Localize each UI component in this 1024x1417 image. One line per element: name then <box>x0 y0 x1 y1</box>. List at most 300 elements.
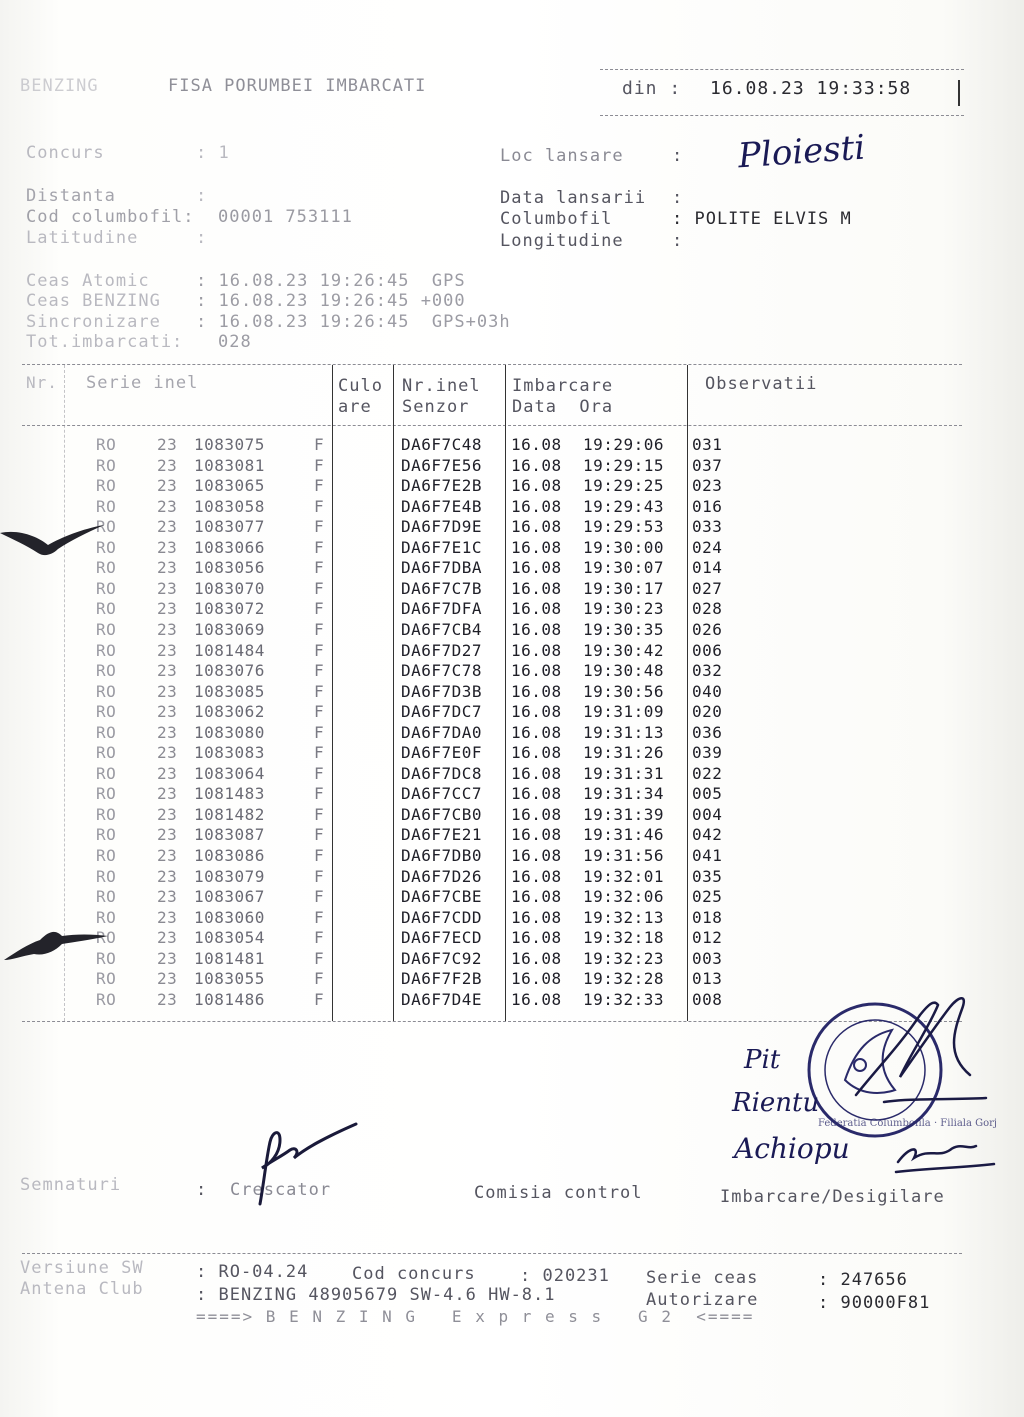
ceas-benzing-label: Ceas BENZING <box>26 291 161 311</box>
col-header-culoare-1: Culo <box>338 376 383 396</box>
cell-time: 19:30:42 <box>583 640 665 660</box>
table-row <box>0 497 1024 517</box>
cell-ring-number: 1083056 <box>194 558 265 578</box>
table-row <box>0 661 1024 681</box>
table-row <box>0 599 1024 619</box>
distanta-value: : <box>196 186 208 206</box>
cell-year: 23 <box>157 661 178 681</box>
cell-sex: F <box>314 846 325 865</box>
cell-year: 23 <box>157 537 178 557</box>
cell-observatii: 037 <box>692 455 723 475</box>
cell-sensor-id: DA6F7C7B <box>401 578 483 598</box>
cell-sensor-id: DA6F7E4B <box>401 496 483 516</box>
header-top-rule <box>600 69 964 70</box>
cell-date: 16.08 <box>511 804 562 824</box>
cell-year: 23 <box>157 517 178 537</box>
cell-year: 23 <box>157 599 178 619</box>
cell-time: 19:30:17 <box>583 578 665 598</box>
comisia-label: Comisia control <box>474 1183 643 1203</box>
antena-club-label: Antena Club <box>20 1279 144 1299</box>
cell-date: 16.08 <box>511 948 562 968</box>
cell-date: 16.08 <box>511 435 562 454</box>
cell-time: 19:30:48 <box>583 661 665 681</box>
antena-club-value: : BENZING 48905679 SW-4.6 HW-8.1 <box>196 1285 556 1305</box>
cell-sensor-id: DA6F7DA0 <box>401 722 483 742</box>
cell-observatii: 040 <box>692 681 723 701</box>
cell-country: RO <box>96 702 117 722</box>
cell-time: 19:31:34 <box>583 784 665 804</box>
cell-country: RO <box>96 784 117 804</box>
cell-sex: F <box>314 476 325 496</box>
data-lansarii-label: Data lansarii <box>500 188 647 208</box>
cell-time: 19:31:56 <box>583 846 665 865</box>
cell-sensor-id: DA6F7D26 <box>401 866 483 886</box>
cell-sensor-id: DA6F7DBA <box>401 558 483 578</box>
cell-date: 16.08 <box>511 455 562 475</box>
cell-ring-number: 1083085 <box>194 681 265 701</box>
cell-observatii: 032 <box>692 661 723 681</box>
table-row <box>0 867 1024 887</box>
cell-observatii: 039 <box>692 743 723 763</box>
signature-name-1: Pit <box>744 1045 781 1075</box>
cell-ring-number: 1083066 <box>194 537 265 557</box>
cell-year: 23 <box>157 722 178 742</box>
cell-year: 23 <box>157 989 178 1009</box>
cod-concurs-value: : 020231 <box>520 1266 610 1286</box>
cell-observatii: 036 <box>692 722 723 742</box>
cell-sensor-id: DA6F7CB4 <box>401 619 483 639</box>
cell-country: RO <box>96 640 117 660</box>
cell-country: RO <box>96 722 117 742</box>
cell-time: 19:29:43 <box>583 496 665 516</box>
cell-year: 23 <box>157 948 178 968</box>
cell-time: 19:30:35 <box>583 619 665 639</box>
page-title: FISA PORUMBEI IMBARCATI <box>168 76 427 96</box>
cell-observatii: 033 <box>692 517 723 537</box>
cell-observatii: 031 <box>692 435 723 454</box>
columbofil-value: : POLITE ELVIS M <box>672 209 852 229</box>
cell-date: 16.08 <box>511 496 562 516</box>
cell-ring-number: 1083058 <box>194 496 265 516</box>
benzing-banner: ====> B E N Z I N G E x p r e s s G 2 <==== <box>196 1307 755 1326</box>
commission-signature-scribble <box>850 985 980 1105</box>
cell-time: 19:32:01 <box>583 866 665 886</box>
cell-sensor-id: DA6F7E56 <box>401 455 483 475</box>
cell-ring-number: 1081481 <box>194 948 265 968</box>
cell-ring-number: 1083062 <box>194 702 265 722</box>
cod-columbofil-value: 00001 753111 <box>218 207 353 227</box>
cell-country: RO <box>96 969 117 989</box>
cell-observatii: 023 <box>692 476 723 496</box>
versiune-sw-label: Versiune SW <box>20 1258 144 1278</box>
cell-sensor-id: DA6F7CBE <box>401 887 483 907</box>
cell-sex: F <box>314 907 325 927</box>
cell-date: 16.08 <box>511 619 562 639</box>
cell-observatii: 024 <box>692 537 723 557</box>
versiune-sw-value: : RO-04.24 <box>196 1262 309 1282</box>
cell-sex: F <box>314 578 325 598</box>
cell-country: RO <box>96 578 117 598</box>
cell-date: 16.08 <box>511 763 562 783</box>
cell-date: 16.08 <box>511 722 562 742</box>
cell-date: 16.08 <box>511 743 562 763</box>
table-row <box>0 579 1024 599</box>
cell-date: 16.08 <box>511 537 562 557</box>
cell-ring-number: 1083086 <box>194 846 265 865</box>
crescator-signature <box>240 1112 380 1212</box>
bird-silhouette-top <box>0 515 110 565</box>
header-bottom-rule <box>600 115 964 116</box>
table-row <box>0 517 1024 537</box>
cell-ring-number: 1083072 <box>194 599 265 619</box>
stamp-text: Federatia Columbofila · Filiala Gorj <box>818 1118 998 1129</box>
cell-observatii: 018 <box>692 907 723 927</box>
cell-sex: F <box>314 969 325 989</box>
cell-time: 19:31:13 <box>583 722 665 742</box>
cod-concurs-label: Cod concurs <box>352 1264 476 1284</box>
cell-date: 16.08 <box>511 907 562 927</box>
cell-sex: F <box>314 558 325 578</box>
table-row <box>0 825 1024 845</box>
cell-observatii: 008 <box>692 989 723 1009</box>
cell-country: RO <box>96 537 117 557</box>
cell-country: RO <box>96 743 117 763</box>
cell-country: RO <box>96 619 117 639</box>
cell-time: 19:32:13 <box>583 907 665 927</box>
cell-year: 23 <box>157 763 178 783</box>
cell-year: 23 <box>157 907 178 927</box>
cell-year: 23 <box>157 496 178 516</box>
cell-observatii: 027 <box>692 578 723 598</box>
cell-ring-number: 1083081 <box>194 455 265 475</box>
table-row <box>0 702 1024 722</box>
cell-observatii: 004 <box>692 804 723 824</box>
cell-country: RO <box>96 846 117 865</box>
cell-country: RO <box>96 887 117 907</box>
cell-year: 23 <box>157 825 178 845</box>
cell-sex: F <box>314 496 325 516</box>
col-header-observatii: Observatii <box>705 374 818 394</box>
cell-country: RO <box>96 804 117 824</box>
cell-observatii: 022 <box>692 763 723 783</box>
cell-time: 19:31:09 <box>583 702 665 722</box>
cell-sensor-id: DA6F7D3B <box>401 681 483 701</box>
cell-year: 23 <box>157 846 178 865</box>
commission-signature-3 <box>890 1128 1000 1178</box>
table-row <box>0 928 1024 948</box>
cell-country: RO <box>96 558 117 578</box>
cell-year: 23 <box>157 969 178 989</box>
cell-time: 19:31:26 <box>583 743 665 763</box>
cell-year: 23 <box>157 681 178 701</box>
cell-sensor-id: DA6F7DC8 <box>401 763 483 783</box>
crescator-label: Crescator <box>230 1180 332 1200</box>
autorizare-label: Autorizare <box>646 1290 759 1310</box>
cell-ring-number: 1081483 <box>194 784 265 804</box>
cell-country: RO <box>96 825 117 845</box>
cell-sensor-id: DA6F7ECD <box>401 928 483 948</box>
cell-observatii: 014 <box>692 558 723 578</box>
cell-sex: F <box>314 804 325 824</box>
cell-sex: F <box>314 640 325 660</box>
cell-ring-number: 1081484 <box>194 640 265 660</box>
cell-ring-number: 1083064 <box>194 763 265 783</box>
cell-year: 23 <box>157 743 178 763</box>
table-row <box>0 949 1024 969</box>
cell-date: 16.08 <box>511 928 562 948</box>
cell-sensor-id: DA6F7E2B <box>401 476 483 496</box>
cell-observatii: 005 <box>692 784 723 804</box>
cell-time: 19:30:23 <box>583 599 665 619</box>
cell-sex: F <box>314 599 325 619</box>
distanta-label: Distanta <box>26 186 116 206</box>
cell-sex: F <box>314 784 325 804</box>
cell-sensor-id: DA6F7CB0 <box>401 804 483 824</box>
cell-country: RO <box>96 681 117 701</box>
cell-time: 19:30:56 <box>583 681 665 701</box>
cell-year: 23 <box>157 702 178 722</box>
cell-year: 23 <box>157 619 178 639</box>
col-header-culoare-2: are <box>338 397 372 417</box>
col-header-serie: Serie inel <box>86 373 199 393</box>
table-row <box>0 456 1024 476</box>
table-row <box>0 743 1024 763</box>
cell-sex: F <box>314 825 325 845</box>
signature-name-2: Rientu <box>732 1088 820 1118</box>
cell-ring-number: 1081482 <box>194 804 265 824</box>
concurs-label: Concurs <box>26 143 105 163</box>
cell-date: 16.08 <box>511 825 562 845</box>
cell-date: 16.08 <box>511 476 562 496</box>
cell-ring-number: 1083067 <box>194 887 265 907</box>
cell-time: 19:29:53 <box>583 517 665 537</box>
cell-ring-number: 1083077 <box>194 517 265 537</box>
cell-observatii: 012 <box>692 928 723 948</box>
cell-sex: F <box>314 619 325 639</box>
ceas-benzing-value: : 16.08.23 19:26:45 +000 <box>196 291 466 311</box>
cell-country: RO <box>96 599 117 619</box>
cell-country: RO <box>96 763 117 783</box>
cell-time: 19:29:25 <box>583 476 665 496</box>
table-row <box>0 558 1024 578</box>
cell-sensor-id: DA6F7E21 <box>401 825 483 845</box>
cell-sensor-id: DA6F7C48 <box>401 435 483 454</box>
col-header-imbarcare-1: Imbarcare <box>512 376 614 396</box>
cell-sensor-id: DA6F7D27 <box>401 640 483 660</box>
cell-date: 16.08 <box>511 681 562 701</box>
cell-ring-number: 1083060 <box>194 907 265 927</box>
cell-year: 23 <box>157 558 178 578</box>
cell-observatii: 025 <box>692 887 723 907</box>
cell-date: 16.08 <box>511 640 562 660</box>
table-row <box>0 908 1024 928</box>
cell-country: RO <box>96 517 117 537</box>
data-lansarii-value: : <box>672 188 684 208</box>
cell-sex: F <box>314 743 325 763</box>
cell-observatii: 020 <box>692 702 723 722</box>
cell-observatii: 016 <box>692 496 723 516</box>
cell-sex: F <box>314 887 325 907</box>
cell-sex: F <box>314 661 325 681</box>
cell-time: 19:30:07 <box>583 558 665 578</box>
cell-date: 16.08 <box>511 702 562 722</box>
cell-ring-number: 1083079 <box>194 866 265 886</box>
table-row <box>0 641 1024 661</box>
cell-sensor-id: DA6F7CDD <box>401 907 483 927</box>
ceas-atomic-value: : 16.08.23 19:26:45 GPS <box>196 271 466 291</box>
cell-observatii: 003 <box>692 948 723 968</box>
cell-country: RO <box>96 928 117 948</box>
cell-sex: F <box>314 435 325 454</box>
sincronizare-value: : 16.08.23 19:26:45 GPS+03h <box>196 312 511 332</box>
loc-lansare-handwritten: Ploiesti <box>736 127 867 177</box>
cell-time: 19:32:28 <box>583 969 665 989</box>
latitudine-label: Latitudine <box>26 228 139 248</box>
cell-year: 23 <box>157 640 178 660</box>
cell-sensor-id: DA6F7DFA <box>401 599 483 619</box>
loc-lansare-label: Loc lansare <box>500 146 624 166</box>
cell-sex: F <box>314 948 325 968</box>
cell-observatii: 042 <box>692 825 723 845</box>
cell-sensor-id: DA6F7D4E <box>401 989 483 1009</box>
cell-country: RO <box>96 866 117 886</box>
din-value: 16.08.23 19:33:58 <box>710 78 912 99</box>
cell-ring-number: 1083065 <box>194 476 265 496</box>
cell-date: 16.08 <box>511 969 562 989</box>
imbarcare-desigilare-label: Imbarcare/Desigilare <box>720 1187 945 1207</box>
signature-name-3: Achiopu <box>734 1132 850 1165</box>
cell-ring-number: 1083070 <box>194 578 265 598</box>
cod-columbofil-label: Cod columbofil: <box>26 207 195 227</box>
cell-year: 23 <box>157 455 178 475</box>
cell-country: RO <box>96 989 117 1009</box>
cell-sensor-id: DA6F7E0F <box>401 743 483 763</box>
total-imbarcati-label: Tot.imbarcati: <box>26 332 184 352</box>
cell-sex: F <box>314 989 325 1009</box>
table-row <box>0 784 1024 804</box>
table-row <box>0 476 1024 496</box>
cell-country: RO <box>96 907 117 927</box>
cell-time: 19:32:06 <box>583 887 665 907</box>
cell-time: 19:32:23 <box>583 948 665 968</box>
semnaturi-colon: : <box>196 1180 208 1200</box>
header-right-bar <box>958 80 960 106</box>
cell-year: 23 <box>157 784 178 804</box>
cell-sensor-id: DA6F7F2B <box>401 969 483 989</box>
cell-date: 16.08 <box>511 661 562 681</box>
semnaturi-label: Semnaturi <box>20 1175 122 1195</box>
cell-time: 19:29:06 <box>583 435 665 454</box>
cell-country: RO <box>96 661 117 681</box>
cell-date: 16.08 <box>511 846 562 865</box>
col-header-senzor-2: Senzor <box>402 397 470 417</box>
cell-date: 16.08 <box>511 578 562 598</box>
cell-country: RO <box>96 948 117 968</box>
cell-sensor-id: DA6F7E1C <box>401 537 483 557</box>
cell-ring-number: 1083075 <box>194 435 265 454</box>
cell-year: 23 <box>157 578 178 598</box>
cell-sensor-id: DA6F7C78 <box>401 661 483 681</box>
cell-sex: F <box>314 537 325 557</box>
cell-sensor-id: DA6F7DB0 <box>401 846 483 865</box>
table-row <box>0 764 1024 784</box>
cell-observatii: 006 <box>692 640 723 660</box>
cell-sex: F <box>314 517 325 537</box>
cell-ring-number: 1083069 <box>194 619 265 639</box>
cell-date: 16.08 <box>511 599 562 619</box>
cell-ring-number: 1083080 <box>194 722 265 742</box>
cell-time: 19:31:31 <box>583 763 665 783</box>
cell-date: 16.08 <box>511 784 562 804</box>
table-row <box>0 682 1024 702</box>
cell-date: 16.08 <box>511 866 562 886</box>
cell-country: RO <box>96 476 117 496</box>
cell-observatii: 035 <box>692 866 723 886</box>
longitudine-value: : <box>672 231 684 251</box>
cell-year: 23 <box>157 866 178 886</box>
footer-rule <box>22 1253 962 1254</box>
cell-country: RO <box>96 496 117 516</box>
cell-ring-number: 1083055 <box>194 969 265 989</box>
cell-time: 19:29:15 <box>583 455 665 475</box>
cell-time: 19:32:33 <box>583 989 665 1009</box>
cell-country: RO <box>96 435 117 454</box>
cell-year: 23 <box>157 804 178 824</box>
cell-date: 16.08 <box>511 558 562 578</box>
cell-date: 16.08 <box>511 887 562 907</box>
cell-sex: F <box>314 763 325 783</box>
cell-year: 23 <box>157 435 178 454</box>
cell-time: 19:31:39 <box>583 804 665 824</box>
cell-sensor-id: DA6F7D9E <box>401 517 483 537</box>
cell-ring-number: 1083076 <box>194 661 265 681</box>
table-row <box>0 435 1024 455</box>
cell-country: RO <box>96 455 117 475</box>
cell-sex: F <box>314 681 325 701</box>
serie-ceas-label: Serie ceas <box>646 1268 759 1288</box>
cell-sex: F <box>314 702 325 722</box>
cell-sex: F <box>314 928 325 948</box>
serie-ceas-value: : 247656 <box>818 1270 908 1290</box>
cell-observatii: 041 <box>692 846 723 865</box>
cell-date: 16.08 <box>511 989 562 1009</box>
cell-ring-number: 1083087 <box>194 825 265 845</box>
cell-observatii: 013 <box>692 969 723 989</box>
loc-lansare-colon: : <box>672 146 684 166</box>
table-row <box>0 846 1024 866</box>
col-header-nr: Nr. <box>26 373 58 392</box>
sincronizare-label: Sincronizare <box>26 312 161 332</box>
table-row <box>0 538 1024 558</box>
header-brand: BENZING <box>20 76 99 96</box>
table-row <box>0 620 1024 640</box>
cell-sensor-id: DA6F7CC7 <box>401 784 483 804</box>
din-label: din : <box>622 78 682 99</box>
latitudine-value: : <box>196 228 208 248</box>
ceas-atomic-label: Ceas Atomic <box>26 271 150 291</box>
cell-sensor-id: DA6F7DC7 <box>401 702 483 722</box>
cell-ring-number: 1083083 <box>194 743 265 763</box>
table-top-rule <box>22 364 962 365</box>
cell-year: 23 <box>157 476 178 496</box>
cell-year: 23 <box>157 928 178 948</box>
table-header-rule <box>22 425 962 426</box>
concurs-value: : 1 <box>196 143 230 163</box>
cell-date: 16.08 <box>511 517 562 537</box>
autorizare-value: : 90000F81 <box>818 1293 931 1313</box>
cell-year: 23 <box>157 887 178 907</box>
cell-time: 19:32:18 <box>583 928 665 948</box>
